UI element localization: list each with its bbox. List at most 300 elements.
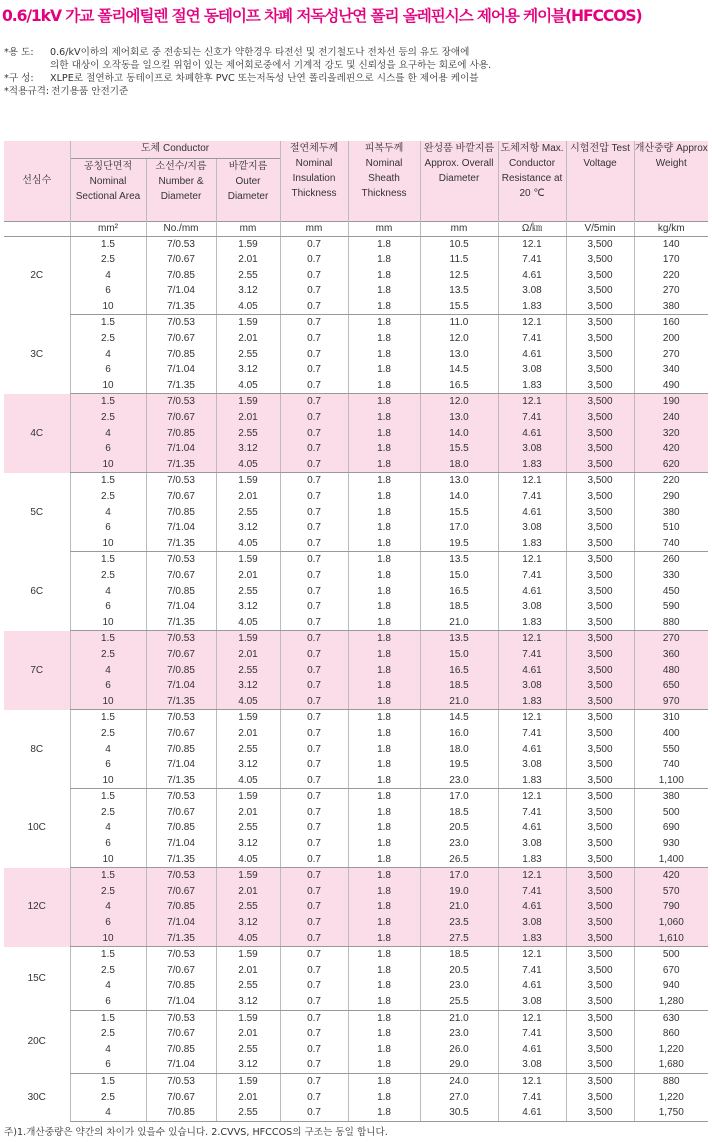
table-cell: 260	[634, 552, 708, 568]
table-cell: 16.5	[420, 663, 498, 679]
table-cell: 7/1.04	[146, 520, 216, 536]
core-count-cell: 30C	[27, 1091, 46, 1103]
table-cell: 6	[70, 520, 146, 536]
table-cell: 3,500	[566, 1042, 634, 1058]
table-cell: 4.05	[216, 931, 280, 947]
header-number-diameter: 소선수/지름 Number & Diameter	[146, 158, 216, 221]
table-row	[4, 347, 708, 363]
table-cell: 1,400	[634, 852, 708, 868]
table-cell: 7/0.85	[146, 268, 216, 284]
table-cell: 10	[70, 536, 146, 552]
table-cell: 1.8	[348, 520, 420, 536]
table-cell: 1.5	[70, 236, 146, 252]
table-cell: 3,500	[566, 489, 634, 505]
table-cell: 3.08	[498, 678, 566, 694]
table-row	[4, 1042, 708, 1058]
table-cell: 18.5	[420, 947, 498, 963]
table-cell: 1.8	[348, 584, 420, 600]
table-cell: 790	[634, 899, 708, 915]
table-cell: 15.5	[420, 441, 498, 457]
table-cell: 1.83	[498, 931, 566, 947]
table-cell: 7/1.04	[146, 283, 216, 299]
table-cell: 1.59	[216, 1010, 280, 1026]
table-cell: 18.5	[420, 678, 498, 694]
table-cell: 3,500	[566, 1073, 634, 1089]
table-cell: 3,500	[566, 299, 634, 315]
table-cell: 19.5	[420, 757, 498, 773]
table-cell: 12.1	[498, 552, 566, 568]
table-cell: 7/0.67	[146, 1026, 216, 1042]
table-cell: 3.12	[216, 836, 280, 852]
table-cell: 1.59	[216, 789, 280, 805]
table-cell: 7/0.85	[146, 1042, 216, 1058]
table-cell: 1.8	[348, 710, 420, 726]
table-row	[4, 552, 708, 568]
table-cell: 1.8	[348, 805, 420, 821]
table-cell: 7/1.04	[146, 1057, 216, 1073]
table-row	[4, 252, 708, 268]
unit-cell: Ω/㎞	[498, 221, 566, 236]
table-cell: 0.7	[280, 994, 348, 1010]
table-cell: 1.8	[348, 773, 420, 789]
table-cell: 21.0	[420, 899, 498, 915]
table-cell: 0.7	[280, 1042, 348, 1058]
table-cell: 0.7	[280, 315, 348, 331]
unit-cell: kg/km	[634, 221, 708, 236]
table-cell: 7/1.04	[146, 599, 216, 615]
table-cell: 0.7	[280, 584, 348, 600]
table-cell: 0.7	[280, 1105, 348, 1121]
table-cell: 1.8	[348, 426, 420, 442]
table-row	[4, 489, 708, 505]
table-cell: 7.41	[498, 568, 566, 584]
table-row	[4, 726, 708, 742]
table-row	[4, 963, 708, 979]
table-row	[4, 836, 708, 852]
table-cell: 3.08	[498, 362, 566, 378]
table-cell: 200	[634, 331, 708, 347]
table-cell: 420	[634, 441, 708, 457]
units-row	[4, 221, 708, 236]
table-cell: 2.55	[216, 347, 280, 363]
construction-row	[4, 72, 708, 85]
table-cell: 2.5	[70, 884, 146, 900]
table-cell: 0.7	[280, 663, 348, 679]
table-cell: 7/0.67	[146, 489, 216, 505]
table-cell: 0.7	[280, 884, 348, 900]
table-row	[4, 378, 708, 394]
table-cell: 7/0.53	[146, 1073, 216, 1089]
table-cell: 3,500	[566, 757, 634, 773]
table-row	[4, 1057, 708, 1073]
table-cell: 18.5	[420, 599, 498, 615]
table-cell: 1.8	[348, 820, 420, 836]
table-cell: 2.5	[70, 963, 146, 979]
table-cell: 1.8	[348, 1073, 420, 1089]
table-row	[4, 268, 708, 284]
table-cell: 3,500	[566, 599, 634, 615]
table-cell: 880	[634, 615, 708, 631]
table-cell: 0.7	[280, 915, 348, 931]
table-cell: 12.1	[498, 1010, 566, 1026]
table-cell: 0.7	[280, 599, 348, 615]
table-cell: 10	[70, 852, 146, 868]
table-cell: 3,500	[566, 505, 634, 521]
table-row	[4, 568, 708, 584]
table-cell: 7/0.67	[146, 410, 216, 426]
table-cell: 12.1	[498, 315, 566, 331]
table-cell: 7.41	[498, 489, 566, 505]
table-cell: 3,500	[566, 805, 634, 821]
table-cell: 26.0	[420, 1042, 498, 1058]
table-cell: 320	[634, 426, 708, 442]
table-cell: 7/1.35	[146, 457, 216, 473]
table-row	[4, 789, 708, 805]
table-cell: 0.7	[280, 394, 348, 410]
table-cell: 3.12	[216, 757, 280, 773]
table-cell: 3.08	[498, 520, 566, 536]
table-cell: 1.8	[348, 505, 420, 521]
table-cell: 1.8	[348, 884, 420, 900]
table-cell: 4.05	[216, 457, 280, 473]
table-cell: 3,500	[566, 457, 634, 473]
table-cell: 0.7	[280, 773, 348, 789]
table-cell: 620	[634, 457, 708, 473]
table-cell: 15.0	[420, 647, 498, 663]
table-row	[4, 536, 708, 552]
table-cell: 20.5	[420, 820, 498, 836]
table-cell: 2.01	[216, 963, 280, 979]
table-cell: 17.0	[420, 789, 498, 805]
table-cell: 1.8	[348, 789, 420, 805]
table-row	[4, 299, 708, 315]
table-cell: 590	[634, 599, 708, 615]
table-cell: 1.8	[348, 615, 420, 631]
table-cell: 7/1.04	[146, 994, 216, 1010]
table-cell: 4	[70, 505, 146, 521]
table-cell: 11.5	[420, 252, 498, 268]
table-cell: 0.7	[280, 726, 348, 742]
table-cell: 3.08	[498, 994, 566, 1010]
table-cell: 480	[634, 663, 708, 679]
table-cell: 0.7	[280, 236, 348, 252]
table-cell: 2.5	[70, 331, 146, 347]
table-cell: 930	[634, 836, 708, 852]
table-cell: 6	[70, 915, 146, 931]
table-cell: 7/0.53	[146, 868, 216, 884]
table-cell: 3,500	[566, 963, 634, 979]
table-cell: 1.83	[498, 852, 566, 868]
table-cell: 3.08	[498, 441, 566, 457]
table-cell: 1.8	[348, 694, 420, 710]
table-cell: 1.83	[498, 536, 566, 552]
table-cell: 4.61	[498, 820, 566, 836]
use-row	[4, 46, 708, 59]
table-cell: 2.5	[70, 1090, 146, 1106]
table-cell: 1.83	[498, 615, 566, 631]
table-cell: 330	[634, 568, 708, 584]
page-title: 0.6/1kV 가교 폴리에틸렌 절연 동테이프 차폐 저독성난연 폴리 올레핀시스 제어용 케이블(HFCCOS)	[2, 7, 642, 25]
table-cell: 4	[70, 820, 146, 836]
table-cell: 3.12	[216, 362, 280, 378]
table-cell: 2.01	[216, 489, 280, 505]
table-cell: 7.41	[498, 963, 566, 979]
table-cell: 0.7	[280, 473, 348, 489]
table-cell: 13.0	[420, 473, 498, 489]
table-cell: 7/0.67	[146, 963, 216, 979]
table-cell: 12.5	[420, 268, 498, 284]
table-cell: 1,100	[634, 773, 708, 789]
table-cell: 0.7	[280, 1010, 348, 1026]
table-cell: 0.7	[280, 836, 348, 852]
table-cell: 270	[634, 347, 708, 363]
table-row	[4, 599, 708, 615]
table-cell: 4.61	[498, 426, 566, 442]
table-cell: 21.0	[420, 1010, 498, 1026]
table-cell: 10	[70, 299, 146, 315]
table-cell: 0.7	[280, 331, 348, 347]
table-cell: 1.8	[348, 441, 420, 457]
table-cell: 7/0.53	[146, 236, 216, 252]
table-cell: 2.55	[216, 268, 280, 284]
table-cell: 190	[634, 394, 708, 410]
table-cell: 3,500	[566, 347, 634, 363]
table-cell: 6	[70, 441, 146, 457]
table-cell: 1.5	[70, 631, 146, 647]
table-cell: 1.59	[216, 1073, 280, 1089]
table-cell: 3,500	[566, 994, 634, 1010]
table-cell: 1.8	[348, 1042, 420, 1058]
table-cell: 360	[634, 647, 708, 663]
header-resistance: 도체저항 Max. Conductor Resistance at 20 ℃	[498, 141, 566, 221]
header-sectional-area: 공칭단면적 Nominal Sectional Area	[70, 158, 146, 221]
table-cell: 1.59	[216, 315, 280, 331]
table-cell: 30.5	[420, 1105, 498, 1121]
table-cell: 510	[634, 520, 708, 536]
core-count-cell: 3C	[30, 348, 44, 360]
table-cell: 15.5	[420, 505, 498, 521]
construction-text: XLPE로 절연하고 동테이프로 차폐한후 PVC 또는저독성 난연 폴리올레핀으로 시스를 한 제어용 케이블	[50, 73, 479, 84]
table-cell: 7/1.35	[146, 694, 216, 710]
table-cell: 13.5	[420, 631, 498, 647]
table-cell: 7/0.53	[146, 315, 216, 331]
table-cell: 2.55	[216, 426, 280, 442]
table-row	[4, 663, 708, 679]
table-cell: 7/0.85	[146, 820, 216, 836]
table-cell: 15.0	[420, 568, 498, 584]
table-cell: 10	[70, 931, 146, 947]
table-cell: 3.12	[216, 994, 280, 1010]
table-cell: 2.01	[216, 1090, 280, 1106]
table-body	[4, 236, 708, 1121]
table-cell: 220	[634, 473, 708, 489]
unit-cell: mm	[216, 221, 280, 236]
table-cell: 0.7	[280, 410, 348, 426]
table-cell: 1.8	[348, 915, 420, 931]
table-cell: 12.1	[498, 631, 566, 647]
table-cell: 0.7	[280, 978, 348, 994]
table-cell: 270	[634, 631, 708, 647]
table-cell: 0.7	[280, 347, 348, 363]
use-text-continued: 의한 대상이 오작동을 일으킬 위험이 있는 제어회로중에서 기계적 강도 및 신뢰성을 요구하는 회로에 사용.	[50, 60, 492, 71]
table-cell: 7/0.53	[146, 631, 216, 647]
table-cell: 0.7	[280, 931, 348, 947]
table-row	[4, 915, 708, 931]
table-cell: 0.7	[280, 378, 348, 394]
header-overall-diameter: 완성품 바깥지름 Approx. Overall Diameter	[420, 141, 498, 221]
table-cell: 1.59	[216, 552, 280, 568]
table-cell: 0.7	[280, 268, 348, 284]
table-cell: 1.8	[348, 1090, 420, 1106]
table-cell: 3,500	[566, 947, 634, 963]
table-cell: 4.05	[216, 536, 280, 552]
table-cell: 3,500	[566, 315, 634, 331]
table-cell: 4	[70, 584, 146, 600]
core-count-cell: 10C	[27, 822, 46, 834]
unit-cell: mm	[420, 221, 498, 236]
table-row	[4, 899, 708, 915]
table-cell: 7.41	[498, 252, 566, 268]
table-row	[4, 457, 708, 473]
table-cell: 3,500	[566, 473, 634, 489]
table-cell: 0.7	[280, 647, 348, 663]
table-cell: 0.7	[280, 631, 348, 647]
table-row	[4, 773, 708, 789]
table-cell: 1.8	[348, 931, 420, 947]
table-cell: 1.83	[498, 694, 566, 710]
table-row	[4, 868, 708, 884]
construction-label: *구 성:	[4, 73, 34, 84]
core-count-cell: 12C	[4, 868, 70, 947]
table-cell: 13.5	[420, 552, 498, 568]
table-cell: 3,500	[566, 884, 634, 900]
table-cell: 3,500	[566, 1090, 634, 1106]
table-cell: 3,500	[566, 978, 634, 994]
table-cell: 13.5	[420, 283, 498, 299]
table-cell: 4.61	[498, 1105, 566, 1121]
table-cell: 0.7	[280, 678, 348, 694]
table-cell: 3,500	[566, 362, 634, 378]
table-cell: 1,060	[634, 915, 708, 931]
unit-cell: No./mm	[146, 221, 216, 236]
table-cell: 3.12	[216, 599, 280, 615]
table-cell: 0.7	[280, 1090, 348, 1106]
header-insulation: 절연체두께 Nominal Insulation Thickness	[280, 141, 348, 221]
header-outer-diameter: 바깥지름 Outer Diameter	[216, 158, 280, 221]
table-cell: 1.8	[348, 599, 420, 615]
table-row	[4, 394, 708, 410]
table-cell: 1.8	[348, 378, 420, 394]
table-cell: 7/0.67	[146, 805, 216, 821]
core-count-cell: 7C	[4, 631, 70, 710]
table-cell: 1.59	[216, 947, 280, 963]
table-row	[4, 1090, 708, 1106]
table-cell: 16.0	[420, 726, 498, 742]
table-cell: 4.05	[216, 378, 280, 394]
table-cell: 16.5	[420, 378, 498, 394]
table-cell: 7/1.35	[146, 773, 216, 789]
table-cell: 1.5	[70, 1073, 146, 1089]
table-cell: 3.12	[216, 1057, 280, 1073]
core-count-cell: 8C	[30, 743, 44, 755]
use-label: *용 도:	[4, 47, 34, 58]
table-cell: 2.01	[216, 647, 280, 663]
table-cell: 2.55	[216, 820, 280, 836]
table-cell: 7/1.04	[146, 678, 216, 694]
table-cell: 0.7	[280, 868, 348, 884]
table-row	[4, 520, 708, 536]
table-cell: 10	[70, 378, 146, 394]
table-cell: 0.7	[280, 805, 348, 821]
table-cell: 2.01	[216, 1026, 280, 1042]
table-cell: 1.8	[348, 268, 420, 284]
table-cell: 7/1.35	[146, 378, 216, 394]
table-row	[4, 805, 708, 821]
table-cell: 2.01	[216, 568, 280, 584]
table-cell: 420	[634, 868, 708, 884]
table-cell: 170	[634, 252, 708, 268]
table-cell: 1.8	[348, 742, 420, 758]
table-cell: 2.55	[216, 505, 280, 521]
table-cell: 4	[70, 1105, 146, 1121]
table-cell: 0.7	[280, 947, 348, 963]
table-cell: 3,500	[566, 1105, 634, 1121]
table-cell: 3,500	[566, 252, 634, 268]
header-cores: 선심수	[4, 141, 70, 221]
table-cell: 6	[70, 678, 146, 694]
table-cell: 7/1.35	[146, 299, 216, 315]
table-cell: 17.0	[420, 520, 498, 536]
table-cell: 12.1	[498, 1073, 566, 1089]
table-cell: 4	[70, 347, 146, 363]
table-cell: 1.59	[216, 394, 280, 410]
table-cell: 1.8	[348, 678, 420, 694]
table-cell: 23.0	[420, 1026, 498, 1042]
table-cell: 0.7	[280, 520, 348, 536]
table-cell: 10.5	[420, 236, 498, 252]
table-cell: 16.5	[420, 584, 498, 600]
table-cell: 3,500	[566, 378, 634, 394]
table-cell: 3,500	[566, 1057, 634, 1073]
table-cell: 3.08	[498, 836, 566, 852]
table-cell: 6	[70, 836, 146, 852]
table-cell: 1.8	[348, 536, 420, 552]
header-test-voltage: 시험전압 Test Voltage	[566, 141, 634, 221]
table-cell: 14.0	[420, 426, 498, 442]
table-cell: 2.55	[216, 742, 280, 758]
table-cell: 7/1.35	[146, 536, 216, 552]
table-cell: 7/1.35	[146, 852, 216, 868]
table-cell: 3,500	[566, 868, 634, 884]
table-cell: 2.5	[70, 489, 146, 505]
table-cell: 940	[634, 978, 708, 994]
table-cell: 12.1	[498, 789, 566, 805]
table-cell: 7/0.53	[146, 789, 216, 805]
table-row	[4, 1073, 708, 1089]
table-cell: 10	[70, 694, 146, 710]
table-cell: 0.7	[280, 789, 348, 805]
table-cell: 23.0	[420, 978, 498, 994]
header-sheath: 피복두께 Nominal Sheath Thickness	[348, 141, 420, 221]
table-cell: 1.8	[348, 663, 420, 679]
table-cell: 1.8	[348, 315, 420, 331]
table-cell: 1.8	[348, 394, 420, 410]
table-cell: 12.1	[498, 394, 566, 410]
table-cell: 24.0	[420, 1073, 498, 1089]
table-cell: 4	[70, 268, 146, 284]
table-cell: 3,500	[566, 915, 634, 931]
table-cell: 18.5	[420, 805, 498, 821]
